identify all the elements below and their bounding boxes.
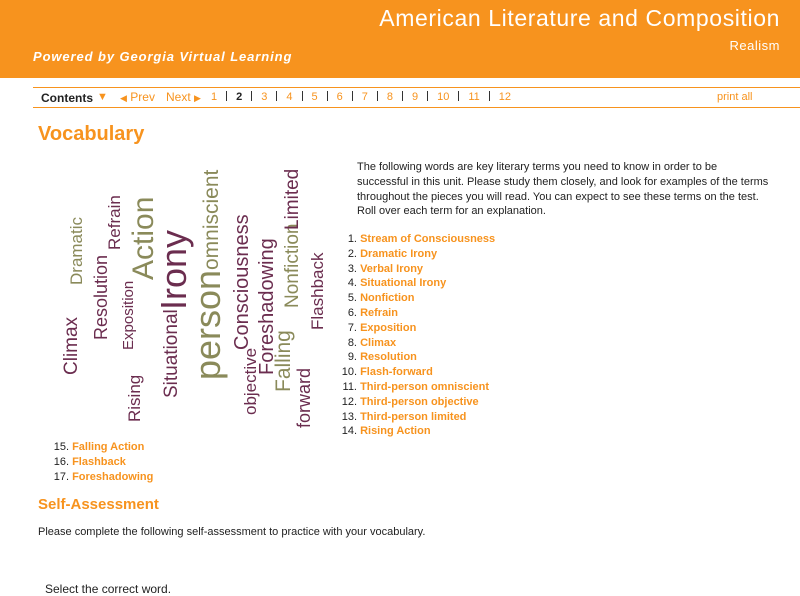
term-link[interactable]: Flashback: [72, 455, 126, 468]
vocabulary-heading: Vocabulary: [38, 123, 145, 145]
list-item: [52, 455, 153, 470]
page-link-9[interactable]: 9: [412, 91, 419, 103]
cloud-word-exposition: Exposition: [120, 280, 137, 350]
vocabulary-term-list-continued: [52, 440, 153, 484]
page-separator: [276, 91, 277, 101]
next-link[interactable]: [166, 90, 201, 104]
list-item: [340, 306, 495, 321]
cloud-word-situational: Situational: [161, 309, 182, 398]
page-separator: [458, 91, 459, 101]
cloud-word-omniscient: omniscient: [200, 169, 223, 270]
triangle-left-icon: ◀: [120, 93, 127, 103]
list-item: [340, 247, 495, 262]
list-item: [340, 276, 495, 291]
page-link-8[interactable]: 8: [386, 91, 393, 103]
term-link[interactable]: Stream of Consciousness: [360, 233, 496, 245]
term-link[interactable]: Situational Irony: [360, 277, 447, 290]
page-separator: [402, 91, 403, 101]
page-link-5[interactable]: 5: [311, 91, 318, 103]
item-number: 12.: [341, 395, 357, 408]
page-link-7[interactable]: 7: [361, 91, 368, 103]
term-link[interactable]: Falling Action: [72, 441, 145, 453]
item-number: 1.: [347, 233, 357, 245]
unit-subtitle: Realism: [729, 38, 780, 53]
self-assessment-heading: Self-Assessment: [38, 496, 159, 513]
page-link-6[interactable]: 6: [336, 91, 343, 103]
triangle-down-icon[interactable]: ▼: [97, 91, 108, 103]
page-separator: [377, 91, 378, 101]
term-link[interactable]: Foreshadowing: [72, 470, 154, 483]
item-number: 8.: [347, 336, 357, 349]
cloud-word-consciousness: Consciousness: [231, 214, 253, 350]
powered-by-logo: Powered by Georgia Virtual Learning: [33, 49, 293, 64]
cloud-word-objective: objective: [241, 347, 260, 415]
cloud-word-flashback: Flashback: [308, 252, 327, 330]
item-number: 17.: [53, 470, 69, 483]
page-separator: [327, 91, 328, 101]
item-number: 16.: [53, 455, 69, 468]
list-item: [340, 336, 495, 351]
term-link[interactable]: Resolution: [360, 351, 417, 364]
item-number: 13.: [341, 410, 357, 423]
term-link[interactable]: Refrain: [360, 306, 398, 319]
list-item: [52, 440, 153, 455]
cloud-word-irony: Irony: [153, 229, 194, 310]
page-number-list: [211, 91, 511, 103]
vocabulary-term-list: [340, 232, 495, 439]
list-item: [340, 395, 495, 410]
list-item: [340, 291, 495, 306]
term-link[interactable]: Third-person omniscient: [360, 380, 490, 393]
self-assessment-instructions: Please complete the following self-assessment to practice with your vocabulary.: [38, 526, 426, 538]
list-item: [340, 350, 495, 365]
cloud-word-nonfiction: Nonfiction: [282, 223, 303, 308]
cloud-word-rising: Rising: [125, 374, 144, 422]
page-separator: [226, 91, 227, 101]
page-link-11[interactable]: 11: [468, 91, 480, 103]
cloud-word-foreshadowing: Foreshadowing: [256, 238, 278, 375]
cloud-word-dramatic: Dramatic: [67, 216, 86, 285]
next-label: Next: [166, 90, 191, 104]
site-header: [0, 0, 800, 78]
item-number: 3.: [347, 262, 357, 275]
list-item: [340, 380, 495, 395]
page-link-3[interactable]: 3: [261, 91, 268, 103]
vocabulary-intro: The following words are key literary terms you need to know in order to be successful in this unit. Please study them closely, and look for examples of the terms throughout the pieces you will read. You can expect to see these terms on the test. Roll over each term for an explanation.: [357, 161, 769, 218]
item-number: 6.: [347, 306, 357, 319]
term-link[interactable]: Third-person objective: [360, 395, 479, 408]
item-number: 11.: [342, 380, 357, 393]
cloud-word-limited: Limited: [282, 168, 303, 230]
cloud-word-refrain: Refrain: [105, 195, 124, 250]
page-separator: [352, 91, 353, 101]
word-cloud-image: [60, 160, 335, 432]
list-item: [340, 321, 495, 336]
cloud-word-forward: forward: [294, 367, 314, 428]
item-number: 10.: [341, 366, 357, 379]
item-number: 2.: [347, 247, 357, 260]
item-number: 14.: [341, 425, 357, 438]
page-separator: [427, 91, 428, 101]
term-link[interactable]: Exposition: [360, 321, 417, 334]
cloud-word-climax: Climax: [61, 316, 82, 375]
item-number: 15.: [53, 441, 69, 453]
prev-link[interactable]: [120, 90, 155, 104]
cloud-word-resolution: Resolution: [91, 254, 111, 340]
item-number: 7.: [347, 321, 357, 334]
term-link[interactable]: Third-person limited: [360, 410, 467, 423]
item-number: 5.: [347, 292, 357, 305]
page-link-12[interactable]: 12: [498, 91, 512, 103]
list-item: [340, 262, 495, 277]
page-navigation: [33, 87, 800, 108]
page-separator: [302, 91, 303, 101]
item-number: 9.: [347, 351, 357, 364]
page-separator: [489, 91, 490, 101]
cloud-word-action: Action: [127, 196, 160, 280]
list-item: [52, 470, 153, 485]
list-item: [340, 232, 495, 247]
page-link-1[interactable]: 1: [211, 91, 218, 103]
list-item: [340, 365, 495, 380]
term-link[interactable]: Dramatic Irony: [360, 247, 438, 260]
term-link[interactable]: Verbal Irony: [360, 262, 424, 275]
page-link-4[interactable]: 4: [286, 91, 293, 103]
page-link-10[interactable]: 10: [437, 91, 450, 103]
print-all-link[interactable]: print all: [717, 91, 753, 103]
term-link[interactable]: Rising Action: [360, 425, 431, 438]
cloud-word-person: person: [187, 269, 228, 380]
term-link[interactable]: Climax: [360, 336, 397, 349]
contents-menu[interactable]: Contents: [41, 91, 93, 105]
page-separator: [251, 91, 252, 101]
cloud-word-falling: Falling: [272, 330, 295, 392]
list-item: [340, 410, 495, 425]
triangle-right-icon: ▶: [194, 93, 201, 103]
prev-label: Prev: [130, 90, 155, 104]
page-link-2[interactable]: 2: [236, 91, 243, 103]
term-link[interactable]: Flash-forward: [360, 366, 433, 379]
assessment-question: Select the correct word.: [45, 582, 172, 596]
list-item: [340, 424, 495, 439]
term-link[interactable]: Nonfiction: [360, 292, 415, 305]
item-number: 4.: [347, 277, 357, 290]
course-title: American Literature and Composition: [379, 5, 780, 31]
